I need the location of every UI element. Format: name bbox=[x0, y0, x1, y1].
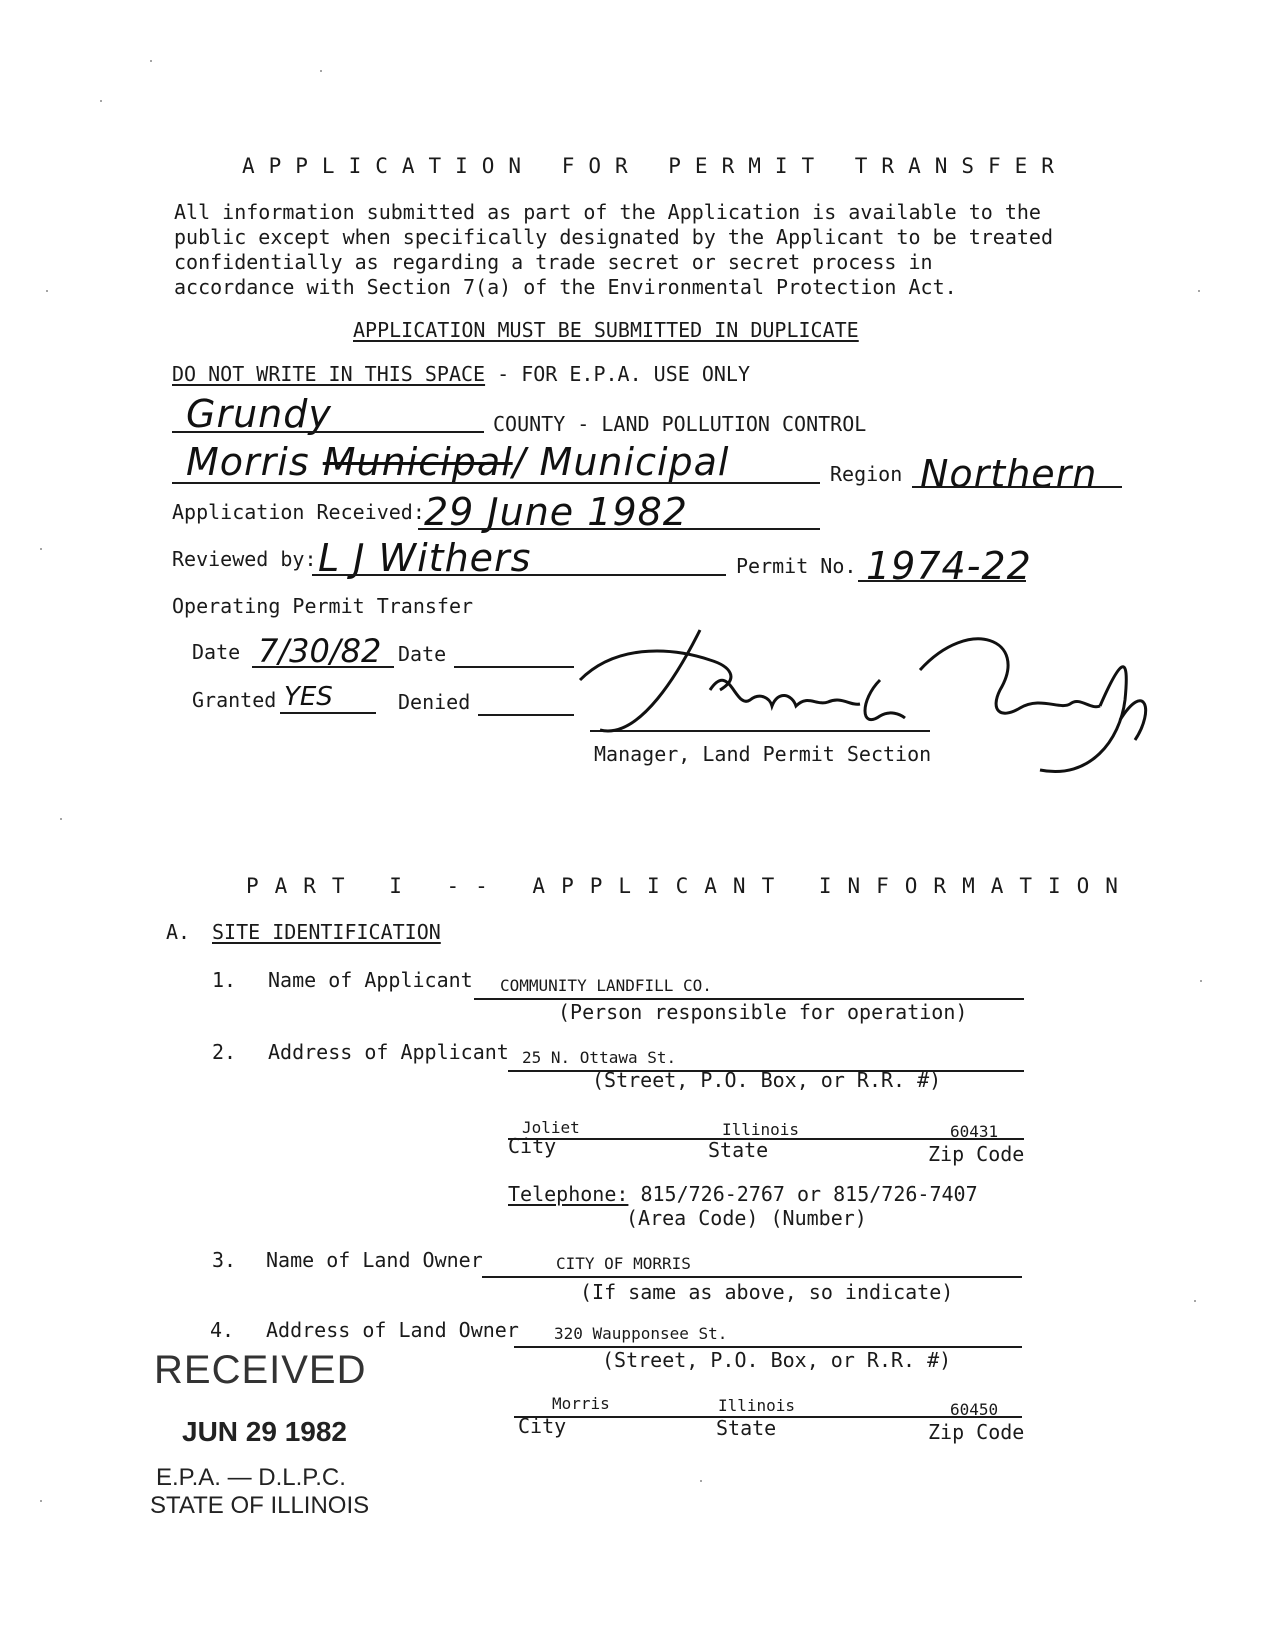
item1-note: (Person responsible for operation) bbox=[558, 1000, 968, 1024]
applicant-city-value: Joliet bbox=[522, 1118, 580, 1137]
item3-num: 3. bbox=[212, 1248, 237, 1272]
scan-speck bbox=[40, 1500, 42, 1502]
facility-struck-text: Municipal bbox=[322, 440, 513, 484]
item3-line bbox=[482, 1276, 1022, 1278]
scan-speck bbox=[320, 70, 322, 72]
county-line bbox=[172, 431, 484, 433]
date2-label: Date bbox=[398, 642, 447, 666]
facility-line bbox=[172, 482, 820, 484]
do-not-write-label: DO NOT WRITE IN THIS SPACE bbox=[172, 362, 486, 386]
received-stamp-state: STATE OF ILLINOIS bbox=[150, 1492, 370, 1519]
item2-note: (Street, P.O. Box, or R.R. #) bbox=[592, 1068, 942, 1092]
manager-label: Manager, Land Permit Section bbox=[594, 742, 932, 766]
owner-city-label: City bbox=[518, 1414, 567, 1438]
received-stamp-line1: RECEIVED bbox=[154, 1348, 367, 1392]
scan-speck bbox=[60, 818, 62, 820]
applicant-zip-value: 60431 bbox=[950, 1122, 999, 1141]
county-value: Grundy bbox=[186, 392, 332, 436]
item2-value: 25 N. Ottawa St. bbox=[522, 1048, 677, 1067]
owner-zip-label: Zip Code bbox=[928, 1420, 1025, 1444]
county-label: COUNTY - LAND POLLUTION CONTROL bbox=[493, 412, 867, 436]
scan-speck bbox=[1198, 290, 1200, 292]
section-letter: A. bbox=[166, 920, 191, 944]
telephone-row bbox=[508, 1182, 978, 1206]
telephone-label: Telephone: bbox=[508, 1182, 629, 1206]
intro-paragraph: All information submitted as part of the Application is available to the public except when specifically designated by the Applicant to be treated confidentially as regarding a trade secret or secret process in accordance with Section 7(a) of the Environmental Protection Act. bbox=[174, 200, 1053, 299]
part1-title: PART I -- APPLICANT INFORMATION bbox=[246, 874, 1134, 898]
region-line bbox=[912, 486, 1122, 488]
section-title: SITE IDENTIFICATION bbox=[212, 920, 441, 944]
facility-value bbox=[186, 440, 729, 484]
granted-value: YES bbox=[284, 682, 333, 712]
item2-num: 2. bbox=[212, 1040, 237, 1064]
duplicate-notice: APPLICATION MUST BE SUBMITTED IN DUPLICATE bbox=[353, 318, 859, 342]
scan-speck bbox=[1200, 980, 1202, 982]
permit-line bbox=[858, 580, 1026, 582]
owner-state-label: State bbox=[716, 1416, 777, 1440]
item4-label: Address of Land Owner bbox=[266, 1318, 519, 1342]
region-label: Region bbox=[830, 462, 903, 486]
owner-city-value: Morris bbox=[552, 1394, 610, 1413]
received-stamp-agency: E.P.A. — D.L.P.C. bbox=[156, 1464, 346, 1491]
transfer-label: Operating Permit Transfer bbox=[172, 594, 474, 618]
item1-value: COMMUNITY LANDFILL CO. bbox=[500, 976, 712, 995]
received-line bbox=[418, 528, 820, 530]
owner-state-value: Illinois bbox=[718, 1396, 796, 1415]
granted-label: Granted bbox=[192, 688, 277, 712]
facility-name: / Municipal bbox=[512, 440, 730, 484]
item3-value: CITY OF MORRIS bbox=[556, 1254, 691, 1273]
item1-label: Name of Applicant bbox=[268, 968, 473, 992]
permit-label: Permit No. bbox=[736, 554, 857, 578]
applicant-city-label: City bbox=[508, 1134, 557, 1158]
item3-label: Name of Land Owner bbox=[266, 1248, 483, 1272]
applicant-zip-label: Zip Code bbox=[928, 1142, 1025, 1166]
date-line bbox=[252, 666, 394, 668]
date2-line bbox=[454, 666, 574, 668]
scan-speck bbox=[1194, 1300, 1196, 1302]
facility-prefix: Morris bbox=[186, 440, 310, 484]
denied-label: Denied bbox=[398, 690, 471, 714]
item4-num: 4. bbox=[210, 1318, 235, 1342]
owner-zip-value: 60450 bbox=[950, 1400, 999, 1419]
region-value: Northern bbox=[920, 452, 1098, 496]
date-value: 7/30/82 bbox=[258, 632, 382, 670]
permit-value: 1974-22 bbox=[866, 544, 1032, 588]
item3-note: (If same as above, so indicate) bbox=[580, 1280, 954, 1304]
received-label: Application Received: bbox=[172, 500, 425, 524]
applicant-state-label: State bbox=[708, 1138, 769, 1162]
scan-speck bbox=[150, 60, 152, 62]
telephone-value: 815/726-2767 or 815/726-7407 bbox=[640, 1182, 978, 1206]
item1-num: 1. bbox=[212, 968, 237, 992]
reviewed-label: Reviewed by: bbox=[172, 547, 317, 571]
for-epa-only-label: - FOR E.P.A. USE ONLY bbox=[485, 362, 750, 386]
telephone-note: (Area Code) (Number) bbox=[626, 1206, 867, 1230]
applicant-state-value: Illinois bbox=[722, 1120, 800, 1139]
item2-label: Address of Applicant bbox=[268, 1040, 509, 1064]
scan-speck bbox=[40, 548, 42, 550]
item4-note: (Street, P.O. Box, or R.R. #) bbox=[602, 1348, 952, 1372]
scan-speck bbox=[100, 100, 102, 102]
scan-speck bbox=[700, 1480, 702, 1482]
date-label: Date bbox=[192, 640, 241, 664]
received-stamp-date: JUN 29 1982 bbox=[182, 1416, 348, 1447]
item4-value: 320 Waupponsee St. bbox=[554, 1324, 728, 1343]
reviewed-value: L J Withers bbox=[318, 536, 532, 580]
epa-use-header bbox=[172, 362, 750, 386]
form-title: APPLICATION FOR PERMIT TRANSFER bbox=[242, 154, 1068, 178]
granted-line bbox=[280, 712, 376, 714]
reviewed-line bbox=[312, 574, 726, 576]
received-value: 29 June 1982 bbox=[424, 490, 688, 534]
scan-speck bbox=[46, 290, 48, 292]
